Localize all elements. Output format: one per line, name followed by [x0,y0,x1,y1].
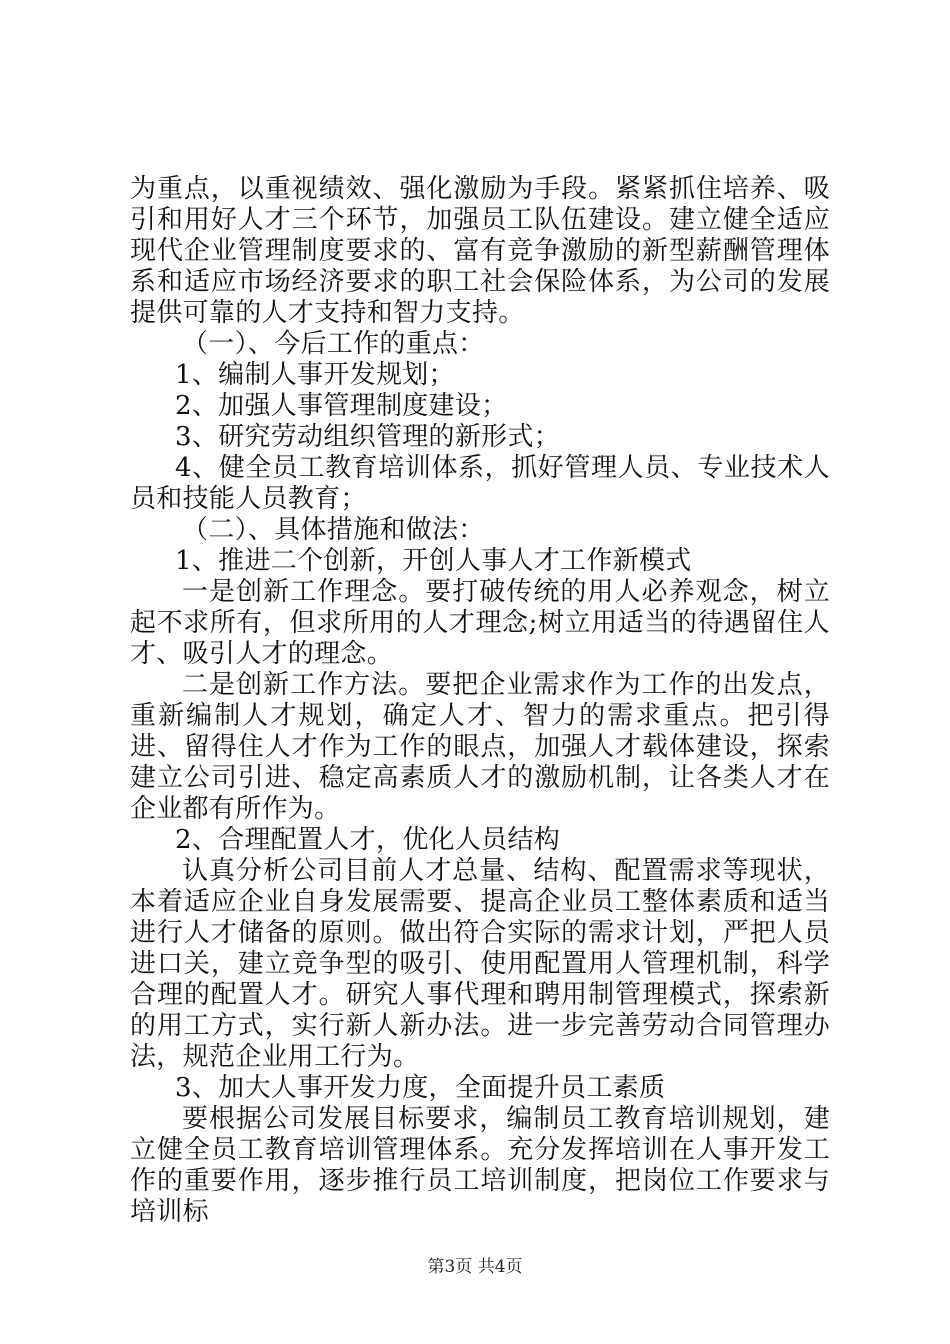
paragraph: 为重点，以重视绩效、强化激励为手段。紧紧抓住培养、吸引和用好人才三个环节，加强员工队伍建设。建立健全适应现代企业管理制度要求的、富有竞争激励的新型薪酬管理体系和适应市场经济要求的职工社会保险体系，为公司的发展提供可靠的人才支持和智力支持。 [130,174,830,328]
list-item: 3、研究劳动组织管理的新形式； [175,422,561,452]
subheading: 3、加大人事开发力度，全面提升员工素质 [175,1073,666,1103]
page-footer: 第3页 共4页 [427,1257,523,1277]
list-item: 2、加强人事管理制度建设； [175,391,508,421]
paragraph: 认真分析公司目前人才总量、结构、配置需求等现状，本着适应企业自身发展需要、提高企业员工整体素质和适当进行人才储备的原则。做出符合实际的需求计划，严把人员进口关，建立竞争型的吸引、使用配置用人管理机制，科学合理的配置人才。研究人事代理和聘用制管理模式，探索新的用工方式，实行新人新办法。进一步完善劳动合同管理办法，规范企业用工行为。 [130,856,830,1072]
paragraph: 二是创新工作方法。要把企业需求作为工作的出发点，重新编制人才规划，确定人才、智力的需求重点。把引得进、留得住人才作为工作的眼点，加强人才载体建设，探索建立公司引进、稳定高素质人才的激励机制，让各类人才在企业都有所作为。 [130,670,830,824]
section-heading-2: （二）、具体措施和做法： [182,515,485,545]
list-item: 1、编制人事开发规划； [175,360,455,390]
list-item: 4、健全员工教育培训体系，抓好管理人员、专业技术人员和技能人员教育； [130,453,830,514]
subheading: 2、合理配置人才，优化人员结构 [175,825,561,855]
subheading: 1、推进二个创新，开创人事人才工作新模式 [175,546,692,576]
document-body [130,174,830,1228]
paragraph: 一是创新工作理念。要打破传统的用人必养观念，树立起不求所有，但求所用的人才理念;树立用适当的待遇留住人才、吸引人才的理念。 [130,577,830,669]
paragraph: 要根据公司发展目标要求，编制员工教育培训规划，建立健全员工教育培训管理体系。充分发挥培训在人事开发工作的重要作用，逐步推行员工培训制度，把岗位工作要求与培训标 [130,1104,830,1227]
section-heading-1: （一）、今后工作的重点： [182,329,485,359]
